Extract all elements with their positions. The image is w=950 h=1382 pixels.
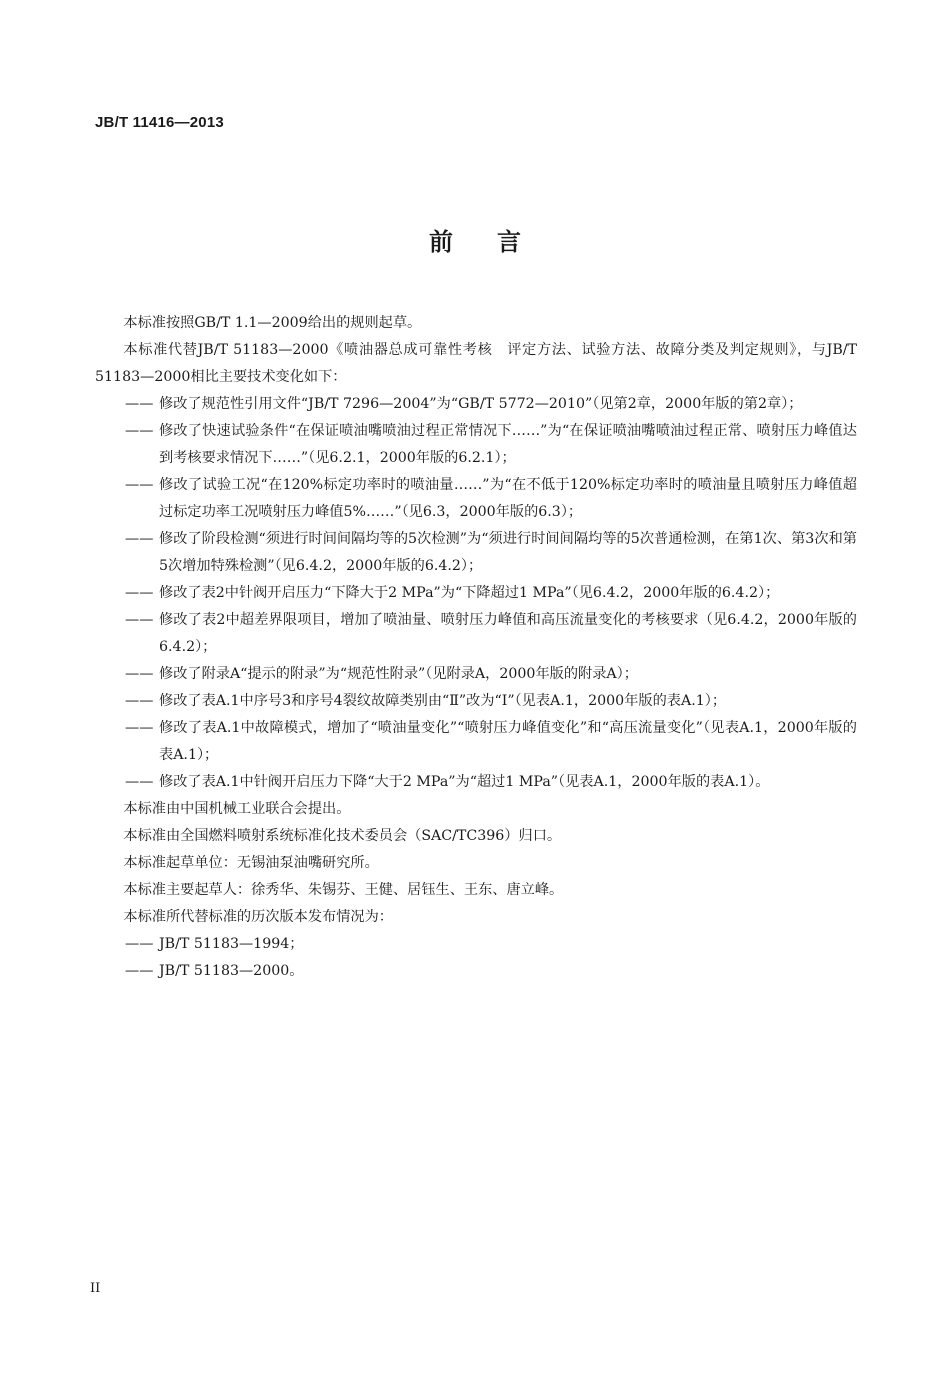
history-text: JB/T 51183—2000。	[159, 963, 304, 979]
change-text: 修改了附录A“提示的附录”为“规范性附录”（见附录A，2000年版的附录A）；	[159, 666, 638, 682]
dash-bullet: ——	[125, 477, 154, 493]
history-item	[95, 958, 857, 985]
closing-paragraph: 本标准主要起草人：徐秀华、朱锡芬、王健、居钰生、王东、唐立峰。	[123, 882, 564, 898]
change-item	[95, 526, 857, 580]
closing-paragraph: 本标准起草单位：无锡油泵油嘴研究所。	[123, 855, 379, 871]
dash-bullet: ——	[125, 531, 154, 547]
change-text: 修改了表2中超差界限项目，增加了喷油量、喷射压力峰值和高压流量变化的考核要求（见6.4.2，2000年版的6.4.2）；	[159, 612, 857, 655]
change-text: 修改了快速试验条件“在保证喷油嘴喷油过程正常情况下……”为“在保证喷油嘴喷油过程正常、喷射压力峰值达到考核要求情况下……”（见6.2.1，2000年版的6.2.1）；	[159, 423, 857, 466]
dash-bullet: ——	[125, 963, 154, 979]
closing-paragraph: 本标准由中国机械工业联合会提出。	[123, 801, 351, 817]
history-text: JB/T 51183—1994；	[159, 936, 304, 952]
change-list	[95, 391, 857, 796]
change-item	[95, 391, 857, 418]
dash-bullet: ——	[125, 774, 154, 790]
change-text: 修改了表A.1中序号3和序号4裂纹故障类别由“Ⅱ”改为“Ⅰ”（见表A.1，2000年版的表A.1）；	[159, 693, 727, 709]
closing-paragraph: 本标准所代替标准的历次版本发布情况为：	[123, 909, 393, 925]
change-text: 修改了规范性引用文件“JB/T 7296—2004”为“GB/T 5772—2010”（见第2章，2000年版的第2章）；	[159, 396, 803, 412]
intro-paragraph: 本标准按照GB/T 1.1—2009给出的规则起草。	[123, 315, 422, 331]
dash-bullet: ——	[125, 585, 154, 601]
change-item	[95, 688, 857, 715]
change-text: 修改了表A.1中故障模式，增加了“喷油量变化”“喷射压力峰值变化”和“高压流量变化”（见表A.1，2000年版的表A.1）；	[159, 720, 857, 763]
dash-bullet: ——	[125, 666, 154, 682]
history-list	[95, 931, 857, 985]
foreword-body	[95, 310, 857, 985]
change-item	[95, 418, 857, 472]
dash-bullet: ——	[125, 693, 154, 709]
change-item	[95, 607, 857, 661]
page-title: 前言	[429, 228, 565, 256]
change-text: 修改了表A.1中针阀开启压力下降“大于2 MPa”为“超过1 MPa”（见表A.1，2000年版的表A.1）。	[159, 774, 770, 790]
closing-paragraph: 本标准由全国燃料喷射系统标准化技术委员会（SAC/TC396）归口。	[123, 828, 562, 844]
dash-bullet: ——	[125, 396, 154, 412]
change-text: 修改了表2中针阀开启压力“下降大于2 MPa”为“下降超过1 MPa”（见6.4.2，2000年版的6.4.2）；	[159, 585, 780, 601]
change-item	[95, 580, 857, 607]
dash-bullet: ——	[125, 720, 154, 736]
change-item	[95, 472, 857, 526]
dash-bullet: ——	[125, 612, 154, 628]
change-text: 修改了试验工况“在120%标定功率时的喷油量……”为“在不低于120%标定功率时的喷油量且喷射压力峰值超过标定功率工况喷射压力峰值5%……”（见6.3，2000年版的6.3）；	[159, 477, 857, 520]
intro-paragraph: 本标准代替JB/T 51183—2000《喷油器总成可靠性考核 评定方法、试验方法、故障分类及判定规则》，与JB/T 51183—2000相比主要技术变化如下：	[95, 342, 857, 385]
history-item	[95, 931, 857, 958]
dash-bullet: ——	[125, 936, 154, 952]
dash-bullet: ——	[125, 423, 154, 439]
change-item	[95, 661, 857, 688]
change-text: 修改了阶段检测“须进行时间间隔均等的5次检测”为“须进行时间间隔均等的5次普通检测，在第1次、第3次和第5次增加特殊检测”（见6.4.2，2000年版的6.4.2）；	[159, 531, 857, 574]
change-item	[95, 715, 857, 769]
change-item	[95, 769, 857, 796]
document-id: JB/T 11416—2013	[95, 114, 224, 131]
page-number: II	[90, 1281, 101, 1296]
